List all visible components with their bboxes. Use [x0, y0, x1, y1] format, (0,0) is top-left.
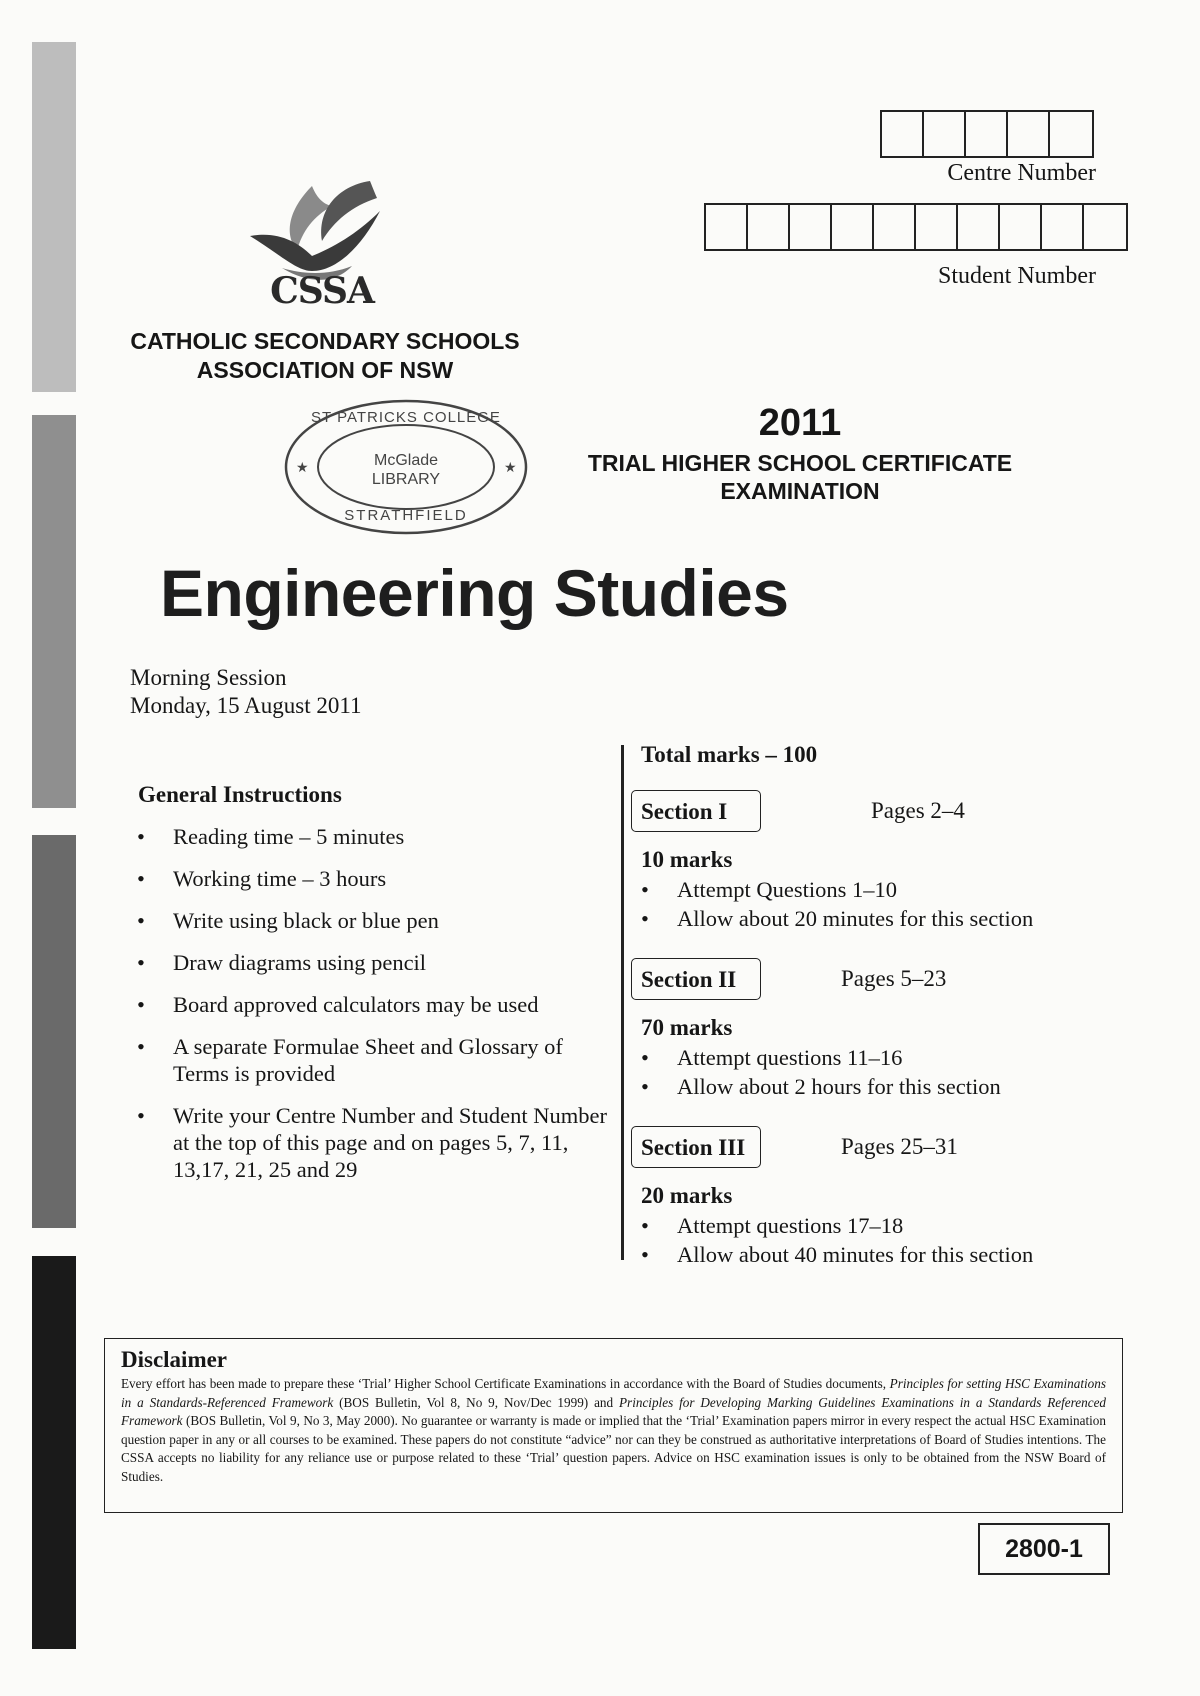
student-number-cell[interactable]	[958, 205, 1000, 249]
scan-bar-mid	[32, 415, 76, 808]
instruction-item: • Write using black or blue pen	[137, 908, 439, 933]
instruction-item: • A separate Formulae Sheet and Glossary of Terms is provided	[137, 1034, 563, 1086]
student-number-cell[interactable]	[832, 205, 874, 249]
section-1-marks: 10 marks	[641, 847, 733, 872]
section-divider	[621, 745, 624, 1260]
centre-number-cell[interactable]	[966, 112, 1008, 156]
student-number-cell[interactable]	[748, 205, 790, 249]
section-1-item: • Attempt Questions 1–10	[641, 877, 897, 902]
section-2-item: • Attempt questions 11–16	[641, 1045, 903, 1070]
section-3-label: Section III	[631, 1126, 761, 1168]
centre-number-label: Centre Number	[947, 160, 1096, 186]
section-3-item: • Allow about 40 minutes for this section	[641, 1242, 1034, 1267]
exam-name	[560, 449, 1040, 505]
student-number-boxes[interactable]	[704, 203, 1128, 251]
section-1-item: • Allow about 20 minutes for this section	[641, 906, 1034, 931]
exam-name-line1: TRIAL HIGHER SCHOOL CERTIFICATE	[587, 450, 1013, 476]
section-2-item: • Allow about 2 hours for this section	[641, 1074, 1001, 1099]
stamp-bottom-text: STRATHFIELD	[344, 507, 468, 524]
disclaimer-text: Every effort has been made to prepare these ‘Trial’ Higher School Certificate Examinations in accordance with the Board of Studies documents, Principles for setting HSC Examinations in a Standards-Referenced Framework (BOS Bulletin, Vol 8, No 9, Nov/Dec 1999) and Principles for Developing Marking Guidelines Examinations in a Standards Referenced Framework (BOS Bulletin, Vol 9, No 3, May 2000). No guarantee or warranty is made or implied that the ‘Trial’ Examination papers mirror in every respect the actual HSC Examination question paper in any or all courses to be examined. These papers do not constitute “advice” nor can they be construed as authoritative interpretations of Board of Studies intentions. The CSSA accepts no liability for any reliance use or purpose related to these ‘Trial’ question papers. Advice on HSC examination issues is only to be obtained from the NSW Board of Studies.	[121, 1376, 1107, 1484]
organisation-name-line1: CATHOLIC SECONDARY SCHOOLS	[130, 328, 520, 354]
session-info	[130, 664, 362, 720]
student-number-cell[interactable]	[874, 205, 916, 249]
student-number-cell[interactable]	[706, 205, 748, 249]
disclaimer-box	[104, 1338, 1123, 1513]
organisation-name	[100, 327, 550, 385]
centre-number-cell[interactable]	[1050, 112, 1092, 156]
section-2-label: Section II	[631, 958, 761, 1000]
student-number-cell[interactable]	[1000, 205, 1042, 249]
session-name: Morning Session	[130, 665, 287, 690]
organisation-name-line2: ASSOCIATION OF NSW	[196, 357, 454, 383]
exam-name-line2: EXAMINATION	[720, 478, 880, 504]
section-1-label: Section I	[631, 790, 761, 832]
disclaimer-title: Disclaimer	[121, 1347, 228, 1372]
scan-bar-dark	[32, 835, 76, 1228]
svg-text:★: ★	[504, 460, 517, 476]
section-3-pages: Pages 25–31	[841, 1134, 958, 1159]
session-date: Monday, 15 August 2011	[130, 693, 362, 718]
scan-bar-black	[32, 1256, 76, 1649]
section-2-pages: Pages 5–23	[841, 966, 947, 991]
section-3-list	[641, 1211, 1121, 1269]
stamp-top-text: ST PATRICKS COLLEGE	[311, 409, 501, 426]
general-instructions-list	[137, 823, 607, 1198]
student-number-cell[interactable]	[916, 205, 958, 249]
centre-number-cell[interactable]	[1008, 112, 1050, 156]
section-1-list	[641, 875, 1121, 933]
stamp-center-line2: LIBRARY	[371, 471, 441, 488]
student-number-label: Student Number	[938, 263, 1096, 289]
subject-title: Engineering Studies	[160, 556, 789, 630]
svg-text:★: ★	[296, 460, 309, 476]
scan-bar-light	[32, 42, 76, 392]
centre-number-cell[interactable]	[924, 112, 966, 156]
instruction-item: • Board approved calculators may be used	[137, 992, 539, 1017]
section-1-pages: Pages 2–4	[871, 798, 965, 823]
section-3-item: • Attempt questions 17–18	[641, 1213, 904, 1238]
section-2-list	[641, 1043, 1121, 1101]
instruction-item: • Write your Centre Number and Student Number at the top of this page and on pages 5, 7, 11, 13,17, 21, 25 and 29	[137, 1103, 607, 1182]
section-2-marks: 70 marks	[641, 1015, 733, 1040]
centre-number-boxes[interactable]	[880, 110, 1094, 158]
cssa-logo-text: CSSA	[270, 270, 374, 312]
total-marks: Total marks – 100	[641, 742, 818, 767]
stamp-center-line1: McGlade	[373, 452, 439, 469]
library-stamp	[282, 396, 530, 538]
section-3-marks: 20 marks	[641, 1183, 733, 1208]
general-instructions-title: General Instructions	[138, 782, 342, 807]
instruction-item: • Reading time – 5 minutes	[137, 824, 405, 849]
student-number-cell[interactable]	[1042, 205, 1084, 249]
student-number-cell[interactable]	[790, 205, 832, 249]
exam-year: 2011	[758, 402, 842, 444]
student-number-cell[interactable]	[1084, 205, 1126, 249]
paper-code: 2800-1	[978, 1523, 1110, 1575]
instruction-item: • Draw diagrams using pencil	[137, 950, 427, 975]
centre-number-cell[interactable]	[882, 112, 924, 156]
instruction-item: • Working time – 3 hours	[137, 866, 387, 891]
